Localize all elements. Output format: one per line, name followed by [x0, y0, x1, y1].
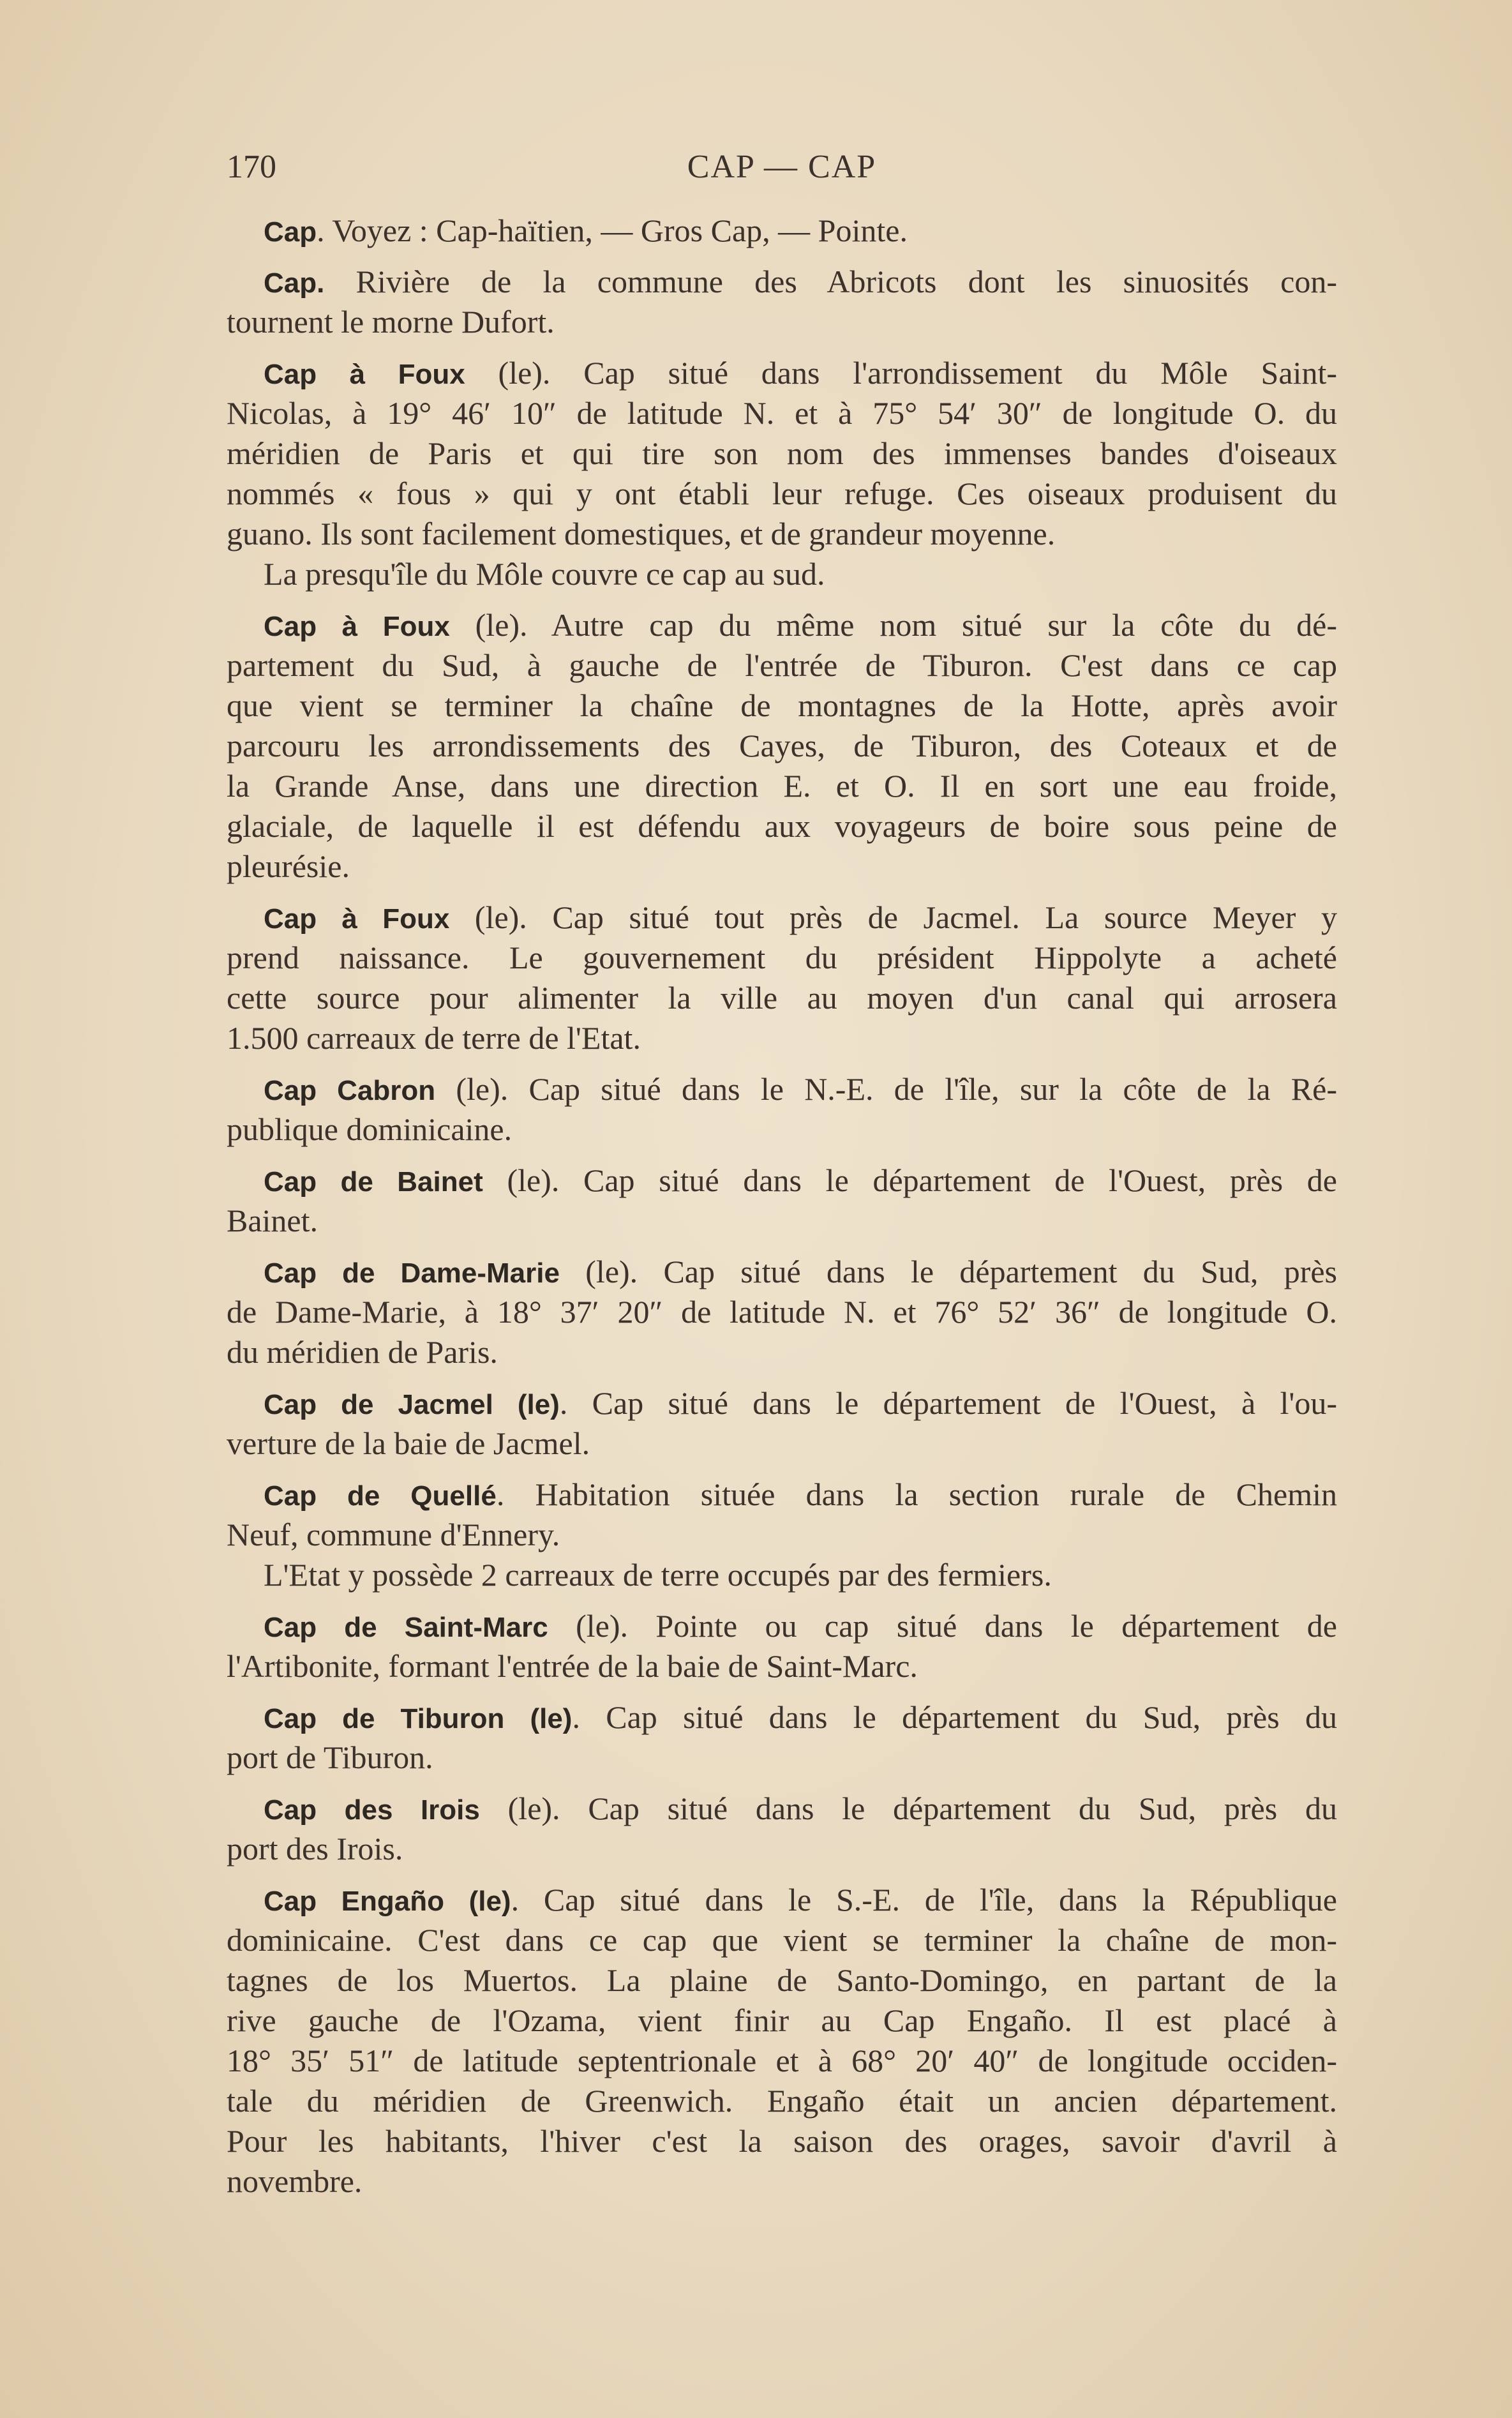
- entry-text: (le). Cap situé dans le département de l'Ouest, près de: [483, 1162, 1338, 1198]
- entry-text: guano. Ils sont facilement domestiques, et de grandeur moyenne.: [227, 516, 1056, 552]
- entry-line: [227, 978, 1337, 1018]
- entry-first-line: [227, 1880, 1337, 1920]
- entry-text: verture de la baie de Jacmel.: [227, 1425, 590, 1461]
- entry-first-line: [227, 1252, 1337, 1292]
- entry-text: tagnes de los Muertos. La plaine de Santo-Domingo, en partant de la: [227, 1962, 1337, 1998]
- entry-text: de Dame-Marie, à 18° 37′ 20″ de latitude N. et 76° 52′ 36″ de longitude O.: [227, 1294, 1337, 1330]
- entry-text: que vient se terminer la chaîne de montagnes de la Hotte, après avoir: [227, 687, 1337, 723]
- entry-text: Rivière de la commune des Abricots dont les sinuosités con-: [324, 264, 1337, 299]
- entry-text: l'Artibonite, formant l'entrée de la baie de Saint-Marc.: [227, 1648, 918, 1684]
- entry-text: port de Tiburon.: [227, 1739, 433, 1775]
- dictionary-entry: [227, 1697, 1337, 1778]
- entry-line: [227, 1423, 1337, 1464]
- entry-line: [227, 1332, 1337, 1372]
- entry-line: [227, 726, 1337, 766]
- entry-line: [227, 1646, 1337, 1686]
- dictionary-entries: [227, 211, 1337, 2212]
- entry-text: . Cap situé dans le département de l'Ouest, à l'ou-: [559, 1385, 1338, 1421]
- entry-line: [227, 1738, 1337, 1778]
- dictionary-entry: [227, 211, 1337, 251]
- entry-text: . Cap situé dans le département du Sud, près du: [572, 1699, 1337, 1735]
- entry-line: [227, 1201, 1337, 1241]
- entry-note: La presqu'île du Môle couvre ce cap au sud.: [264, 556, 825, 592]
- entry-line: [227, 1920, 1337, 1960]
- entry-text: glaciale, de laquelle il est défendu aux voyageurs de boire sous peine de: [227, 808, 1337, 844]
- entry-text: prend naissance. Le gouvernement du président Hippolyte a acheté: [227, 940, 1337, 975]
- entry-line: [227, 514, 1337, 554]
- entry-line: [227, 1109, 1337, 1150]
- entry-text: Neuf, commune d'Ennery.: [227, 1517, 560, 1552]
- entry-first-line: [227, 353, 1337, 393]
- entry-text: (le). Cap situé tout près de Jacmel. La source Meyer y: [449, 899, 1337, 935]
- entry-line: [227, 766, 1337, 806]
- entry-text: (le). Cap situé dans le département du Sud, près du: [479, 1791, 1337, 1826]
- entry-line: [227, 2081, 1337, 2121]
- dictionary-entry: [227, 1789, 1337, 1869]
- entry-headword: Cap à Foux: [264, 903, 450, 935]
- entry-line: [227, 846, 1337, 887]
- entry-text: 18° 35′ 51″ de latitude septentrionale et à 68° 20′ 40″ de longitude occiden-: [227, 2043, 1337, 2078]
- entry-headword: Cap à Foux: [264, 611, 450, 642]
- entry-text: la Grande Anse, dans une direction E. et O. Il en sort une eau froide,: [227, 768, 1337, 804]
- entry-first-line: [227, 211, 1337, 251]
- entry-line: [227, 1829, 1337, 1869]
- entry-first-line: [227, 1606, 1337, 1646]
- dictionary-entry: [227, 1880, 1337, 2202]
- dictionary-entry: [227, 1252, 1337, 1372]
- entry-first-line: [227, 1697, 1337, 1738]
- entry-headword: Cap de Saint-Marc: [264, 1612, 548, 1643]
- entry-headword: Cap.: [264, 267, 325, 299]
- entry-text: novembre.: [227, 2163, 363, 2199]
- entry-text: publique dominicaine.: [227, 1111, 513, 1147]
- entry-line: [227, 686, 1337, 726]
- entry-first-line: [227, 1475, 1337, 1515]
- dictionary-entry: [227, 605, 1337, 887]
- entry-text: pleurésie.: [227, 848, 350, 884]
- entry-first-line: [227, 1789, 1337, 1829]
- entry-headword: Cap Cabron: [264, 1075, 436, 1106]
- entry-text: partement du Sud, à gauche de l'entrée de Tiburon. C'est dans ce cap: [227, 647, 1337, 683]
- entry-headword: Cap de Bainet: [264, 1166, 483, 1198]
- entry-text: 1.500 carreaux de terre de l'Etat.: [227, 1020, 641, 1056]
- entry-line: [227, 2041, 1337, 2081]
- entry-text: tale du méridien de Greenwich. Engaño était un ancien département.: [227, 2083, 1337, 2119]
- dictionary-entry: [227, 353, 1337, 594]
- entry-line: [227, 393, 1337, 433]
- entry-line: [227, 1960, 1337, 2001]
- entry-headword: Cap à Foux: [264, 359, 465, 390]
- entry-text: cette source pour alimenter la ville au moyen d'un canal qui arrosera: [227, 980, 1337, 1016]
- entry-text: parcouru les arrondissements des Cayes, de Tiburon, des Coteaux et de: [227, 728, 1337, 763]
- entry-headword: Cap de Tiburon (le): [264, 1703, 573, 1734]
- entry-line: [227, 433, 1337, 474]
- entry-first-line: [227, 1160, 1337, 1201]
- entry-text: rive gauche de l'Ozama, vient finir au Cap Engaño. Il est placé à: [227, 2002, 1337, 2038]
- entry-text: méridien de Paris et qui tire son nom des immenses bandes d'oiseaux: [227, 435, 1337, 471]
- entry-text: nommés « fous » qui y ont établi leur refuge. Ces oiseaux produisent du: [227, 476, 1337, 511]
- entry-line: [227, 1018, 1337, 1058]
- entry-text: (le). Cap situé dans le département du Sud, près: [559, 1254, 1337, 1289]
- dictionary-entry: [227, 1475, 1337, 1595]
- dictionary-entry: [227, 262, 1337, 342]
- entry-line: [227, 474, 1337, 514]
- entry-headword: Cap: [264, 216, 317, 248]
- entry-headword: Cap de Quellé: [264, 1480, 497, 1512]
- entry-text: Nicolas, à 19° 46′ 10″ de latitude N. et à 75° 54′ 30″ de longitude O. du: [227, 395, 1337, 431]
- entry-line: [227, 645, 1337, 686]
- entry-headword: Cap Engaño (le): [264, 1886, 511, 1917]
- entry-text: (le). Cap situé dans le N.-E. de l'île, sur la côte de la Ré-: [435, 1071, 1337, 1107]
- entry-line: [227, 806, 1337, 846]
- entry-headword: Cap de Dame-Marie: [264, 1258, 560, 1289]
- entry-line: [227, 1515, 1337, 1555]
- entry-first-line: [227, 1383, 1337, 1423]
- running-head: [227, 148, 1337, 193]
- dictionary-entry: [227, 1160, 1337, 1241]
- entry-first-line: [227, 262, 1337, 302]
- entry-text: (le). Cap situé dans l'arrondissement du Môle Saint-: [465, 355, 1337, 391]
- entry-line: [227, 2001, 1337, 2041]
- dictionary-entry: [227, 897, 1337, 1058]
- running-title: CAP — CAP: [687, 149, 877, 185]
- entry-first-line: [227, 605, 1337, 645]
- entry-text: Bainet.: [227, 1203, 318, 1238]
- entry-line: [227, 938, 1337, 978]
- entry-text: (le). Autre cap du même nom situé sur la côte du dé-: [449, 607, 1337, 643]
- entry-text: du méridien de Paris.: [227, 1334, 498, 1370]
- entry-first-line: [227, 1069, 1337, 1109]
- entry-text: (le). Pointe ou cap situé dans le département de: [548, 1608, 1337, 1644]
- dictionary-entry: [227, 1383, 1337, 1464]
- entry-text: port des Irois.: [227, 1831, 403, 1866]
- entry-headword: Cap des Irois: [264, 1794, 480, 1826]
- entry-text: . Cap situé dans le S.-E. de l'île, dans la République: [511, 1882, 1337, 1918]
- entry-text: dominicaine. C'est dans ce cap que vient se terminer la chaîne de mon-: [227, 1922, 1337, 1958]
- entry-headword: Cap de Jacmel (le): [264, 1389, 560, 1420]
- entry-first-line: [227, 897, 1337, 938]
- entry-note: L'Etat y possède 2 carreaux de terre occupés par des fermiers.: [264, 1557, 1052, 1593]
- entry-line: [227, 2161, 1337, 2202]
- entry-line: [227, 302, 1337, 342]
- page-number: 170: [227, 149, 276, 185]
- entry-text: . Voyez : Cap-haïtien, — Gros Cap, — Pointe.: [317, 213, 908, 248]
- dictionary-entry: [227, 1606, 1337, 1686]
- entry-text: . Habitation située dans la section rurale de Chemin: [496, 1476, 1338, 1512]
- dictionary-entry: [227, 1069, 1337, 1150]
- entry-text: tournent le morne Dufort.: [227, 304, 555, 340]
- entry-line: [227, 1292, 1337, 1332]
- entry-text: Pour les habitants, l'hiver c'est la saison des orages, savoir d'avril à: [227, 2123, 1337, 2159]
- entry-line: [227, 2121, 1337, 2161]
